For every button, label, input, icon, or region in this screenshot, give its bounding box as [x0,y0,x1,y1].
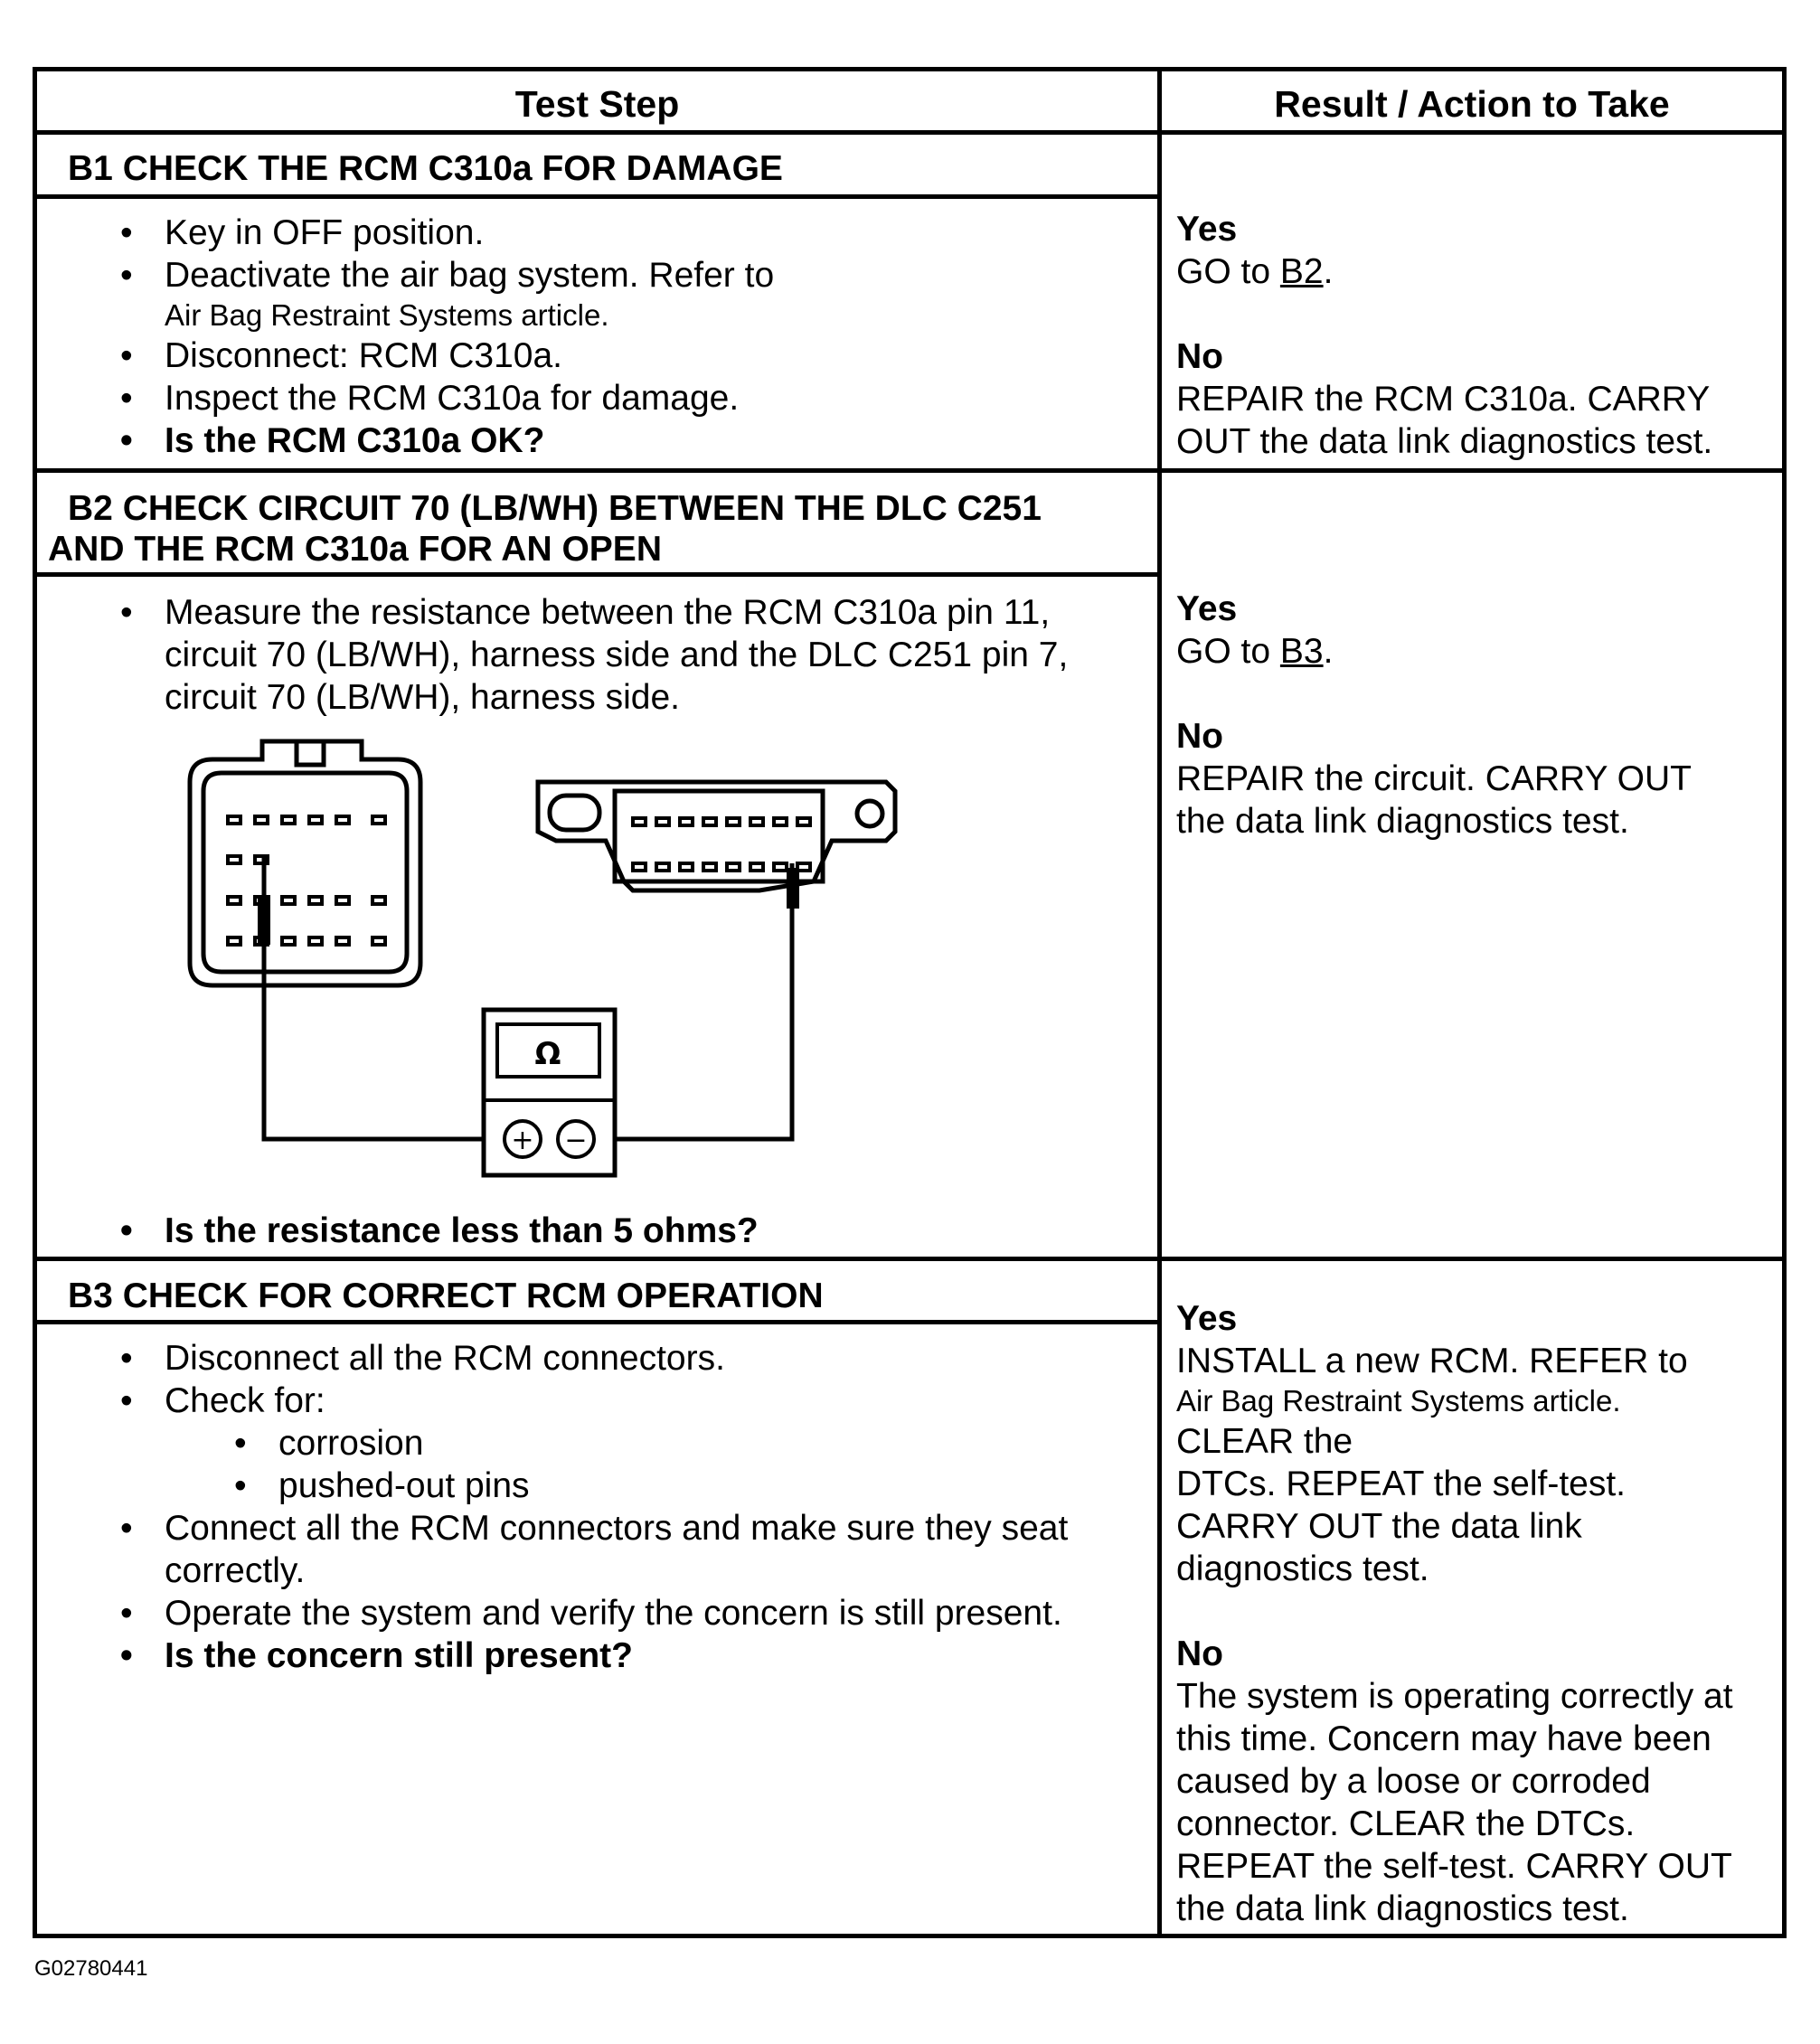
list-item: • Key in OFF position. [37,212,1154,254]
no-action-line: the data link diagnostics test. [1176,1889,1629,1928]
b1-title-divider [33,194,1159,199]
b2-title-line-1: B2 CHECK CIRCUIT 70 (LB/WH) BETWEEN THE DLC C251 [68,489,1042,528]
yes-action-line: CARRY OUT the data link [1176,1507,1582,1546]
yes-action-line: DTCs. REPEAT the self-test. [1176,1465,1627,1503]
step-text: circuit 70 (LB/WH), harness side. [165,678,681,717]
no-action-line: the data link diagnostics test. [1176,802,1629,841]
no-action-line: connector. CLEAR the DTCs. [1176,1804,1636,1843]
list-item: • Is the resistance less than 5 ohms? [37,1210,1154,1252]
column-divider [1157,67,1162,1938]
yes-suffix: . [1323,632,1334,671]
b3-title-divider [33,1320,1159,1324]
b2-title-line-2: AND THE RCM C310a FOR AN OPEN [48,530,662,569]
sub-list-item: • corrosion [37,1422,1154,1465]
header-result-action: Result / Action to Take [1274,83,1670,125]
no-label: No [1176,1634,1223,1673]
rcm-connector-icon [190,741,420,985]
yes-label: Yes [1176,589,1238,628]
no-label: No [1176,337,1223,376]
no-action-line: OUT the data link diagnostics test. [1176,422,1713,461]
yes-action [1176,250,1782,293]
header-divider [33,130,1787,135]
b3-steps [37,1337,1154,1677]
yes-label: Yes [1176,1299,1238,1338]
probe-tip-rcm [258,895,270,945]
list-item: • Is the RCM C310a OK? [37,419,1154,462]
step-text: circuit 70 (LB/WH), harness side and the DLC C251 pin 7, [165,636,1069,674]
probe-tip-dlc [787,868,799,909]
no-label: No [1176,717,1223,756]
ohmmeter-icon [484,1010,615,1175]
yes-suffix: . [1323,252,1334,291]
sub-list-item: • pushed-out pins [37,1465,1154,1507]
b1-title: B1 CHECK THE RCM C310a FOR DAMAGE [68,149,783,188]
list-item: • Check for: [37,1380,1154,1422]
step-text: Connect all the RCM connectors and make sure they seat [165,1509,1069,1548]
b2-result [1176,588,1782,843]
no-action-line: caused by a loose or corroded [1176,1762,1651,1801]
reference-text: Air Bag Restraint Systems article. [1176,1384,1621,1418]
minus-terminal: − [564,1125,588,1156]
list-item: • Is the concern still present? [37,1634,1154,1677]
step-text: correctly. [165,1551,306,1590]
b3-result [1176,1297,1782,1930]
dlc-pins [633,818,810,871]
no-action-line: REPAIR the RCM C310a. CARRY [1176,380,1711,419]
step-text: Measure the resistance between the RCM C310a pin 11, [165,593,1051,632]
yes-action [1176,630,1782,673]
list-item: • Operate the system and verify the concern is still present. [37,1592,1154,1634]
goto-b3-link[interactable]: B3 [1279,632,1324,671]
no-action-line: REPEAT the self-test. CARRY OUT [1176,1847,1732,1886]
b3-title: B3 CHECK FOR CORRECT RCM OPERATION [68,1276,824,1315]
header-test-step: Test Step [514,83,680,125]
b2-question-list [37,1210,1154,1252]
b1-result [1176,208,1782,463]
b1-steps [37,212,1154,462]
no-action-line: this time. Concern may have been [1176,1719,1712,1758]
list-item: • Disconnect all the RCM connectors. [37,1337,1154,1380]
yes-action-line: INSTALL a new RCM. REFER to [1176,1342,1688,1380]
figure-id: G02780441 [34,1956,148,1981]
no-action-line: The system is operating correctly at [1176,1677,1733,1716]
yes-label: Yes [1176,210,1238,249]
reference-text: Air Bag Restraint Systems article. [165,298,609,332]
resistance-measurement-diagram [181,728,913,1189]
b2-steps [37,591,1154,719]
yes-action-line: CLEAR the [1176,1422,1353,1461]
b2-title-divider [33,572,1159,577]
list-item: • Disconnect: RCM C310a. [37,334,1154,377]
no-action-line: REPAIR the circuit. CARRY OUT [1176,759,1692,798]
yes-prefix: GO to [1176,252,1271,291]
b2-row-divider [33,1257,1787,1261]
list-item [37,591,1154,719]
yes-prefix: GO to [1176,632,1271,671]
list-item [37,254,1154,334]
yes-action-line: diagnostics test. [1176,1549,1429,1588]
plus-terminal: + [511,1125,534,1156]
dlc-connector-icon [538,782,895,890]
list-item [37,1507,1154,1592]
rcm-pins [228,816,385,945]
ohm-symbol: Ω [534,1036,561,1072]
step-text: Deactivate the air bag system. Refer to [165,256,775,295]
b1-row-divider [33,468,1787,473]
goto-b2-link[interactable]: B2 [1279,252,1324,291]
list-item: • Inspect the RCM C310a for damage. [37,377,1154,419]
